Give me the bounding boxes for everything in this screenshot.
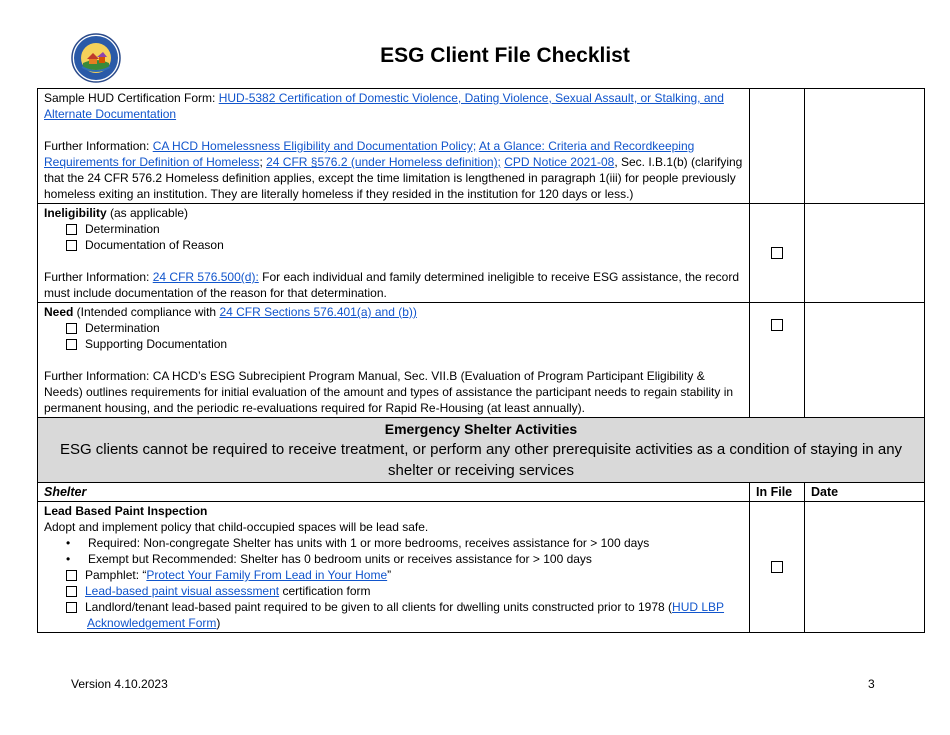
at-a-glance-link[interactable]: At a Glance: Criteria and Recordkeeping Requirements for Definition of Homeless — [44, 139, 695, 169]
header-shelter — [38, 483, 750, 502]
lead-cell — [38, 502, 750, 633]
section-banner — [38, 418, 925, 483]
table-header-row — [38, 483, 925, 502]
in-file-checkbox[interactable] — [771, 247, 783, 259]
checkbox[interactable] — [66, 602, 77, 613]
header-date: Date — [805, 483, 925, 502]
hud-5382-link[interactable]: HUD-5382 Certification of Domestic Violence, Dating Violence, Sexual Assault, or Stalking, and Alternate Documentation — [44, 91, 724, 121]
sample-form-label: Sample HUD Certification Form: — [44, 91, 219, 105]
checkbox-label: Determination — [85, 222, 160, 236]
further-info-label: Further Information: — [44, 270, 153, 284]
need-title: Need — [44, 305, 74, 319]
ineligibility-title: Ineligibility — [44, 206, 107, 220]
need-cell — [38, 303, 750, 418]
hud-lbp-link[interactable]: HUD LBP Acknowledgement Form — [87, 600, 725, 630]
table-row-certification — [38, 89, 925, 204]
checklist-table — [37, 88, 925, 633]
ineligibility-text: For each individual and family determined ineligible to receive ESG assistance, the record must include documentation of the reason for that determination. — [44, 270, 740, 300]
visual-assessment-link[interactable]: Lead-based paint visual assessment — [85, 584, 280, 598]
in-file-cell — [750, 303, 805, 418]
checkbox[interactable] — [66, 323, 77, 334]
landlord-suffix: ) — [216, 616, 221, 630]
table-row-need — [38, 303, 925, 418]
list-item — [44, 237, 743, 253]
list-item — [44, 535, 743, 551]
header-shelter-label: Shelter — [44, 485, 87, 499]
table-row-ineligibility — [38, 204, 925, 303]
certification-cell — [38, 89, 750, 204]
pamphlet-prefix: Pamphlet: “ — [85, 568, 147, 582]
bullet-icon: • — [66, 552, 71, 566]
further-info-label: Further Information: — [44, 139, 153, 153]
pamphlet-suffix: ” — [387, 568, 392, 582]
separator-text: ; — [259, 155, 267, 169]
checkbox-label: Documentation of Reason — [85, 238, 224, 252]
ineligibility-cell — [38, 204, 750, 303]
hcd-policy-link[interactable]: CA HCD Homelessness Eligibility and Documentation Policy; — [152, 139, 477, 153]
in-file-checkbox[interactable] — [771, 561, 783, 573]
checkbox[interactable] — [66, 570, 77, 581]
header-in-file: In File — [750, 483, 805, 502]
date-cell — [805, 204, 925, 303]
cpd-notice-link[interactable]: CPD Notice 2021-08 — [504, 155, 615, 169]
footer-version: Version 4.10.2023 — [71, 677, 168, 691]
cfr-576-500-link[interactable]: 24 CFR 576.500(d): — [152, 270, 259, 284]
in-file-checkbox[interactable] — [771, 319, 783, 331]
table-row-lead — [38, 502, 925, 633]
checkbox[interactable] — [66, 240, 77, 251]
checkbox-label: Supporting Documentation — [85, 337, 228, 351]
page-title: ESG Client File Checklist — [380, 44, 630, 67]
in-file-cell — [750, 89, 805, 204]
in-file-cell — [750, 204, 805, 303]
landlord-text: Landlord/tenant lead-based paint required to be given to all clients for dwelling units constructed prior to 1978 ( — [85, 600, 673, 614]
checkbox[interactable] — [66, 224, 77, 235]
list-item — [44, 336, 743, 352]
need-further-info: Further Information: CA HCD’s ESG Subrecipient Program Manual, Sec. VII.B (Evaluation of Program Participant Eligibility & Needs) outlines requirements for initial evaluation of the amount and types of assistance the participant needs to regain stability in permanent housing, and the periodic re-evaluations required for Rapid Re-Housing (at least annually). — [44, 369, 734, 415]
cfr-576-2-link[interactable]: 24 CFR §576.2 (under Homeless definition); — [266, 155, 501, 169]
list-item — [44, 551, 743, 567]
date-cell — [805, 89, 925, 204]
bullet-text: Exempt but Recommended: Shelter has 0 bedroom units or receives assistance for > 100 days — [88, 552, 592, 566]
section-title: Emergency Shelter Activities — [384, 421, 578, 437]
list-item — [44, 221, 743, 237]
ineligibility-suffix: (as applicable) — [106, 206, 189, 220]
date-cell — [805, 502, 925, 633]
list-item — [44, 320, 743, 336]
cfr-576-401-link[interactable]: 24 CFR Sections 576.401(a) and (b)) — [219, 305, 417, 319]
section-cell — [38, 418, 925, 483]
section-note: ESG clients cannot be required to receive treatment, or perform any other prerequisite activities as a condition of staying in any shelter or receiving services — [59, 441, 903, 479]
lead-title: Lead Based Paint Inspection — [44, 504, 208, 518]
list-item — [44, 583, 743, 599]
checkbox-label: Determination — [85, 321, 160, 335]
bullet-icon: • — [66, 536, 71, 550]
lead-intro: Adopt and implement policy that child-occupied spaces will be lead safe. — [44, 520, 429, 534]
footer-page-number: 3 — [868, 677, 875, 691]
checkbox[interactable] — [66, 586, 77, 597]
list-item — [65, 599, 743, 631]
need-suffix: (Intended compliance with — [73, 305, 220, 319]
date-cell — [805, 303, 925, 418]
in-file-cell — [750, 502, 805, 633]
bullet-text: Required: Non-congregate Shelter has units with 1 or more bedrooms, receives assistance for > 100 days — [88, 536, 650, 550]
visual-suffix: certification form — [279, 584, 371, 598]
clarification-text: , Sec. I.B.1(b) (clarifying that the 24 CFR 576.2 Homeless definition applies, except the time limitation is lengthened in paragraph 1(iii) for people previously homeless exiting an institution. They are literally homeless if they resided in the institution for 120 days or less.) — [44, 155, 743, 201]
protect-family-link[interactable]: Protect Your Family From Lead in Your Home — [146, 568, 388, 582]
checkbox[interactable] — [66, 339, 77, 350]
list-item — [44, 567, 743, 583]
